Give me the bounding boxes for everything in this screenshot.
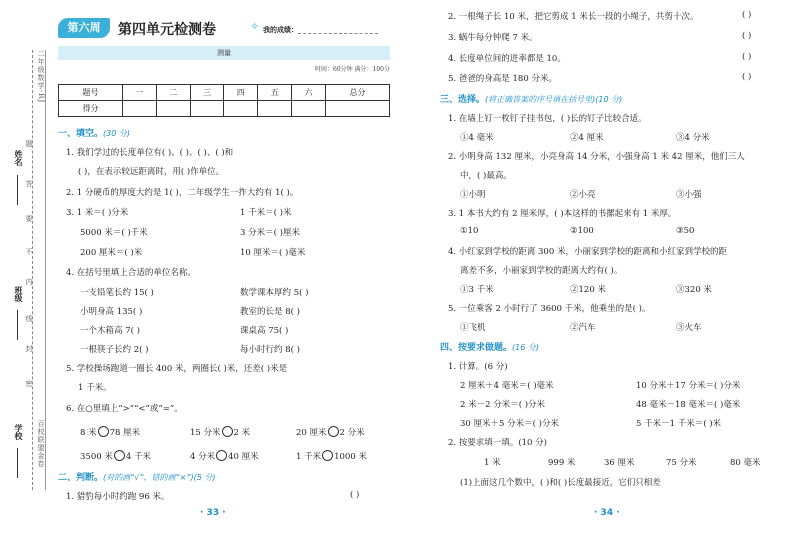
question-line: 2. 小明身高 132 厘米，小亮身高 14 分米，小强身高 1 米 42 厘米，他们三人 xyxy=(448,152,745,162)
compare-item xyxy=(80,450,151,462)
option: ①10 xyxy=(460,226,479,236)
table-row xyxy=(59,101,390,117)
cut-mark: 内 xyxy=(25,278,33,286)
section-heading xyxy=(58,126,130,139)
question-line: 1 千米。 xyxy=(78,383,112,393)
compare-right: 2 分米 xyxy=(339,428,365,438)
option: ③4 分米 xyxy=(676,133,710,143)
cut-mark: 不 xyxy=(25,248,33,256)
value-item: 80 毫米 xyxy=(730,458,761,468)
question-line: 10 厘米＝( )毫米 xyxy=(240,248,306,258)
question-line: (1)上面这几个数中，( )和( )长度最接近，它们只相差 xyxy=(460,478,661,488)
question-line: 4. 长度单位间的进率都是 10。 xyxy=(448,54,566,64)
calc-item: 48 毫米－18 毫米＝( )毫米 xyxy=(636,400,741,410)
option: ③火车 xyxy=(676,323,702,333)
value-item: 1 米 xyxy=(484,458,501,468)
question-line: 1. 猎豹每小时约跑 96 米。 xyxy=(66,492,170,502)
section-note: (30 分) xyxy=(103,129,130,138)
table-cell: 六 xyxy=(292,85,326,101)
value-item: 75 分米 xyxy=(666,458,697,468)
name-field-line[interactable] xyxy=(17,175,18,205)
compare-circle[interactable] xyxy=(114,450,125,461)
page-header xyxy=(58,18,388,40)
compare-right: 1000 米 xyxy=(334,452,367,462)
score-cell[interactable] xyxy=(258,101,292,117)
cut-line xyxy=(32,50,33,490)
score-field[interactable] xyxy=(298,33,378,34)
answer-paren[interactable]: ( ) xyxy=(742,52,752,62)
compare-item xyxy=(190,450,259,462)
star-icon: ✧ xyxy=(250,20,260,33)
score-table xyxy=(58,84,390,117)
compare-circle[interactable] xyxy=(328,426,339,437)
compare-left: 20 厘米 xyxy=(296,428,327,438)
compare-left: 4 分米 xyxy=(190,452,216,462)
score-cell[interactable] xyxy=(190,101,224,117)
question-line: 3 分米＝( )厘米 xyxy=(240,228,300,238)
answer-paren[interactable]: ( ) xyxy=(742,10,752,20)
calc-item: 5 千米－1 千米＝( )米 xyxy=(636,419,722,429)
question-line: 5. 一位乘客 2 小时行了 3600 千米，他乘坐的是( )。 xyxy=(448,304,651,314)
option: ②4 厘米 xyxy=(570,133,604,143)
question-line: 4. 小红家到学校的距离 300 米，小丽家到学校的距离和小红家到学校的距 xyxy=(448,247,727,257)
section-note: (16 分) xyxy=(512,343,539,352)
page-number: · 34 · xyxy=(594,508,620,518)
topic-band: 测量 xyxy=(58,46,390,60)
right-page xyxy=(400,0,800,535)
cut-mark: 要 xyxy=(25,215,33,223)
calc-item: 10 分米＋17 分米＝( )分米 xyxy=(636,381,741,391)
question-line: 6. 在○里填上“>”“<”或“=”。 xyxy=(66,404,183,414)
question-line: 教室的长是 8( ) xyxy=(240,307,300,317)
question-line: 2. 1 分硬币的厚度大约是 1( )，二年级学生一拃大约有 1( )。 xyxy=(66,188,299,198)
section-title: 四、按要求做题。 xyxy=(440,343,513,353)
question-line: 4. 在括号里填上合适的单位名称。 xyxy=(66,268,196,278)
compare-left: 15 分米 xyxy=(190,428,221,438)
question-line: 2. 按要求填一填。(10 分) xyxy=(448,438,547,448)
question-line: 3. 蜗牛每分钟爬 7 米。 xyxy=(448,33,538,43)
option: ③50 xyxy=(676,226,695,236)
option: ②汽车 xyxy=(570,323,596,333)
section-heading xyxy=(58,470,216,483)
option: ①小明 xyxy=(460,190,486,200)
question-line: 每小时行约 8( ) xyxy=(240,345,300,355)
answer-paren[interactable]: ( ) xyxy=(742,72,752,82)
score-cell[interactable] xyxy=(326,101,390,117)
cut-mark: 密 xyxy=(25,380,33,388)
table-row xyxy=(59,85,390,101)
question-line: 中，( )最高。 xyxy=(460,171,512,181)
question-line: 一根筷子长约 2( ) xyxy=(80,345,149,355)
table-cell: 四 xyxy=(224,85,258,101)
option: ③320 米 xyxy=(676,285,712,295)
question-line: 数学课本厚约 5( ) xyxy=(240,288,309,298)
compare-circle[interactable] xyxy=(98,426,109,437)
question-line: 1. 我们学过的长度单位有( )、( )、( )、( )和 xyxy=(66,148,234,158)
calc-item: 2 米－2 分米＝( )分米 xyxy=(460,400,546,410)
question-line: 1 千米＝( )米 xyxy=(240,208,292,218)
section-title: 一、填空。 xyxy=(58,129,104,139)
compare-circle[interactable] xyxy=(222,426,233,437)
score-label: 我的成绩： xyxy=(263,25,298,34)
table-cell: 得分 xyxy=(59,101,123,117)
compare-right: 40 厘米 xyxy=(228,452,259,462)
question-line: 一个木箱高 7( ) xyxy=(80,326,140,336)
value-item: 36 厘米 xyxy=(604,458,635,468)
compare-item xyxy=(80,426,140,438)
score-cell[interactable] xyxy=(156,101,190,117)
score-cell[interactable] xyxy=(122,101,156,117)
cut-mark: 题 xyxy=(25,140,33,148)
question-line: 3. 1 米＝( )分米 xyxy=(66,208,129,218)
compare-item xyxy=(296,450,367,462)
table-cell: 总分 xyxy=(326,85,390,101)
question-line: 一支铅笔长约 15( ) xyxy=(80,288,154,298)
question-line: 课桌高 75( ) xyxy=(240,326,289,336)
cut-mark: 线 xyxy=(25,315,33,323)
table-cell: 题号 xyxy=(59,85,123,101)
compare-item xyxy=(190,426,250,438)
option: ②120 米 xyxy=(570,285,606,295)
binding-margin xyxy=(0,0,56,535)
section-title: 三、选择。 xyxy=(440,95,486,105)
page-number: · 33 · xyxy=(200,508,226,518)
question-line: 200 厘米＝( )米 xyxy=(80,248,143,258)
section-heading xyxy=(440,340,539,353)
compare-right: 2 米 xyxy=(233,428,251,438)
section-note: (对的画“√”，错的画“×”)(5 分) xyxy=(103,473,216,482)
calc-item: 2 厘米＋4 毫米＝( )毫米 xyxy=(460,381,554,391)
question-line: 5000 米＝( )千米 xyxy=(80,228,148,238)
question-line: 2. 一根绳子长 10 米，把它剪成 1 米长一段的小绳子，共剪十次。 xyxy=(448,12,699,22)
cut-mark: 封 xyxy=(25,345,33,353)
answer-paren[interactable]: ( ) xyxy=(742,31,752,41)
grade-label: 二年级数学·RJ xyxy=(37,50,45,104)
section-title: 二、判断。 xyxy=(58,473,104,483)
table-cell: 二 xyxy=(156,85,190,101)
score-cell[interactable] xyxy=(292,101,326,117)
compare-right: 4 千米 xyxy=(125,452,151,462)
answer-paren[interactable]: ( ) xyxy=(350,490,360,500)
week-badge: 第六周 xyxy=(58,18,110,38)
class-label: 班级 xyxy=(14,286,24,302)
value-item: 999 米 xyxy=(548,458,576,468)
option: ③小强 xyxy=(676,190,702,200)
option: ②小亮 xyxy=(570,190,596,200)
compare-circle[interactable] xyxy=(322,450,333,461)
question-line: 5. 学校操场跑道一圈长 400 米，两圈长( )米，还差( )米是 xyxy=(66,364,288,374)
option: ②100 xyxy=(570,226,594,236)
school-label: 学校 xyxy=(14,424,24,440)
cut-mark: 答 xyxy=(25,180,33,188)
compare-item xyxy=(296,426,365,438)
school-field-line[interactable] xyxy=(17,448,18,478)
question-line: 1. 在墙上钉一枚钉子挂书包，( )长的钉子比较合适。 xyxy=(448,114,647,124)
question-line: 1. 计算。(6 分) xyxy=(448,362,508,372)
brand-label: 百校联盟金卷 xyxy=(37,420,45,468)
table-cell: 一 xyxy=(122,85,156,101)
question-line: 离差不多，小丽家到学校的距离大约有( )。 xyxy=(460,266,623,276)
table-cell: 三 xyxy=(190,85,224,101)
calc-item: 30 厘米＋5 分米＝( )分米 xyxy=(460,419,559,429)
compare-left: 1 千米 xyxy=(296,452,322,462)
name-label: 姓名 xyxy=(14,150,24,166)
question-line: 3. 1 本书大约有 2 厘米厚，( )本这样的书摞起来有 1 米厚。 xyxy=(448,209,677,219)
question-line: 5. 爸爸的身高是 180 分米。 xyxy=(448,74,557,84)
compare-left: 3500 米 xyxy=(80,452,113,462)
option: ①飞机 xyxy=(460,323,486,333)
compare-right: 78 厘米 xyxy=(109,428,141,438)
class-field-line[interactable] xyxy=(17,310,18,340)
compare-left: 8 米 xyxy=(80,428,97,438)
page-title: 第四单元检测卷 xyxy=(118,22,216,38)
option: ①3 千米 xyxy=(460,285,494,295)
option: ①4 毫米 xyxy=(460,133,494,143)
time-score-meta: 时间：60分钟 满分：100分 xyxy=(315,66,390,73)
table-cell: 五 xyxy=(258,85,292,101)
score-cell[interactable] xyxy=(224,101,258,117)
compare-circle[interactable] xyxy=(216,450,227,461)
section-note: (将正确答案的序号填在括号里)(10 分) xyxy=(485,95,623,104)
section-heading xyxy=(440,92,622,105)
question-line: 小明身高 135( ) xyxy=(80,307,143,317)
question-line: ( )，在表示较远距离时，用( )作单位。 xyxy=(78,167,225,177)
